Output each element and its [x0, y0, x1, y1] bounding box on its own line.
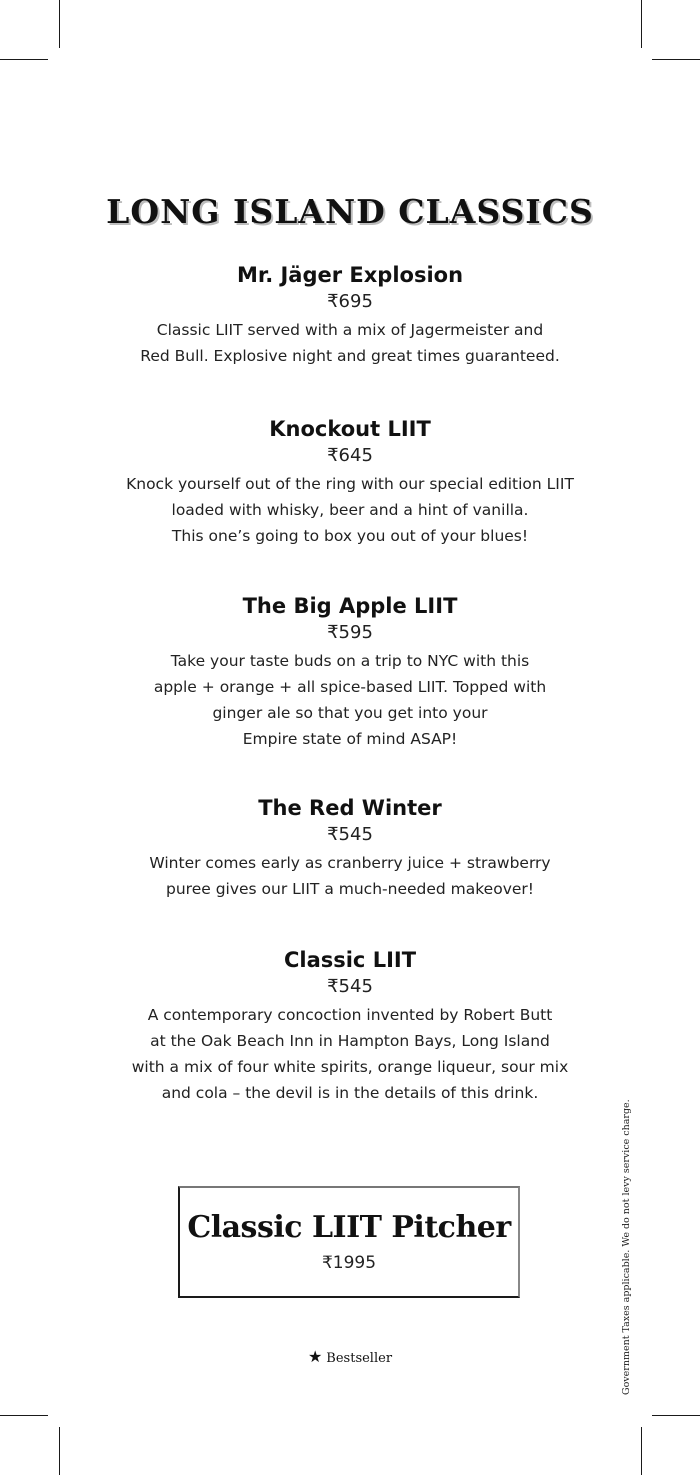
menu-item-price: ₹595 [327, 622, 373, 643]
menu-item-name: Mr. Jäger Explosion [236, 263, 464, 287]
description-line: Take your taste buds on a trip to NYC with this [170, 652, 530, 670]
page-title: LONG ISLAND CLASSICS [106, 192, 594, 231]
crop-mark-bottom-left-horizontal [0, 1415, 48, 1416]
description-line: loaded with whisky, beer and a hint of vanilla. [171, 501, 529, 519]
star-icon: ★ [307, 1347, 323, 1366]
menu-item [0, 593, 700, 752]
description-line: Empire state of mind ASAP! [242, 730, 458, 748]
crop-mark-top-right-horizontal [652, 59, 700, 60]
menu-item-description [0, 648, 700, 752]
description-line: This one’s going to box you out of your blues! [171, 527, 529, 545]
description-line: and cola – the devil is in the details of this drink. [161, 1084, 539, 1102]
menu-item-description [0, 317, 700, 369]
description-line: apple + orange + all spice-based LIIT. Topped with [153, 678, 547, 696]
description-line: A contemporary concoction invented by Robert Butt [147, 1006, 553, 1024]
description-line: at the Oak Beach Inn in Hampton Bays, Long Island [150, 1032, 550, 1050]
tax-note: Government Taxes applicable. We do not levy service charge. [621, 1099, 632, 1395]
menu-item-name: Knockout LIIT [269, 417, 431, 441]
crop-mark-bottom-right-horizontal [652, 1415, 700, 1416]
menu-item [0, 947, 700, 1106]
menu-item-price: ₹695 [327, 291, 373, 312]
description-line: Knock yourself out of the ring with our special edition LIIT [126, 475, 574, 493]
menu-item-price: ₹645 [327, 445, 373, 466]
menu-item-description [0, 850, 700, 902]
pitcher-name: Classic LIIT Pitcher [187, 1210, 511, 1245]
menu-item-name: The Big Apple LIIT [242, 594, 458, 618]
menu-item [0, 262, 700, 369]
bestseller-legend [0, 1347, 700, 1366]
crop-mark-top-left-horizontal [0, 59, 48, 60]
legend-label: Bestseller [326, 1351, 393, 1366]
menu-item-price: ₹545 [327, 824, 373, 845]
crop-mark-top-right-vertical [641, 0, 642, 48]
crop-mark-bottom-left-vertical [59, 1427, 60, 1475]
description-line: ginger ale so that you get into your [212, 704, 488, 722]
menu-item [0, 795, 700, 902]
menu-item-name: The Red Winter [258, 796, 442, 820]
menu-item-description [0, 471, 700, 549]
pitcher-price: ₹1995 [321, 1253, 377, 1273]
menu-item-description [0, 1002, 700, 1106]
description-line: Classic LIIT served with a mix of Jagermeister and [156, 321, 544, 339]
menu-item [0, 416, 700, 549]
description-line: with a mix of four white spirits, orange liqueur, sour mix [131, 1058, 569, 1076]
description-line: puree gives our LIIT a much-needed makeover! [166, 880, 534, 898]
menu-item-name: Classic LIIT [283, 948, 417, 972]
pitcher-box [178, 1186, 520, 1298]
crop-mark-top-left-vertical [59, 0, 60, 48]
menu-item-price: ₹545 [327, 976, 373, 997]
description-line: Red Bull. Explosive night and great times guaranteed. [140, 347, 560, 365]
description-line: Winter comes early as cranberry juice + strawberry [149, 854, 551, 872]
crop-mark-bottom-right-vertical [641, 1427, 642, 1475]
